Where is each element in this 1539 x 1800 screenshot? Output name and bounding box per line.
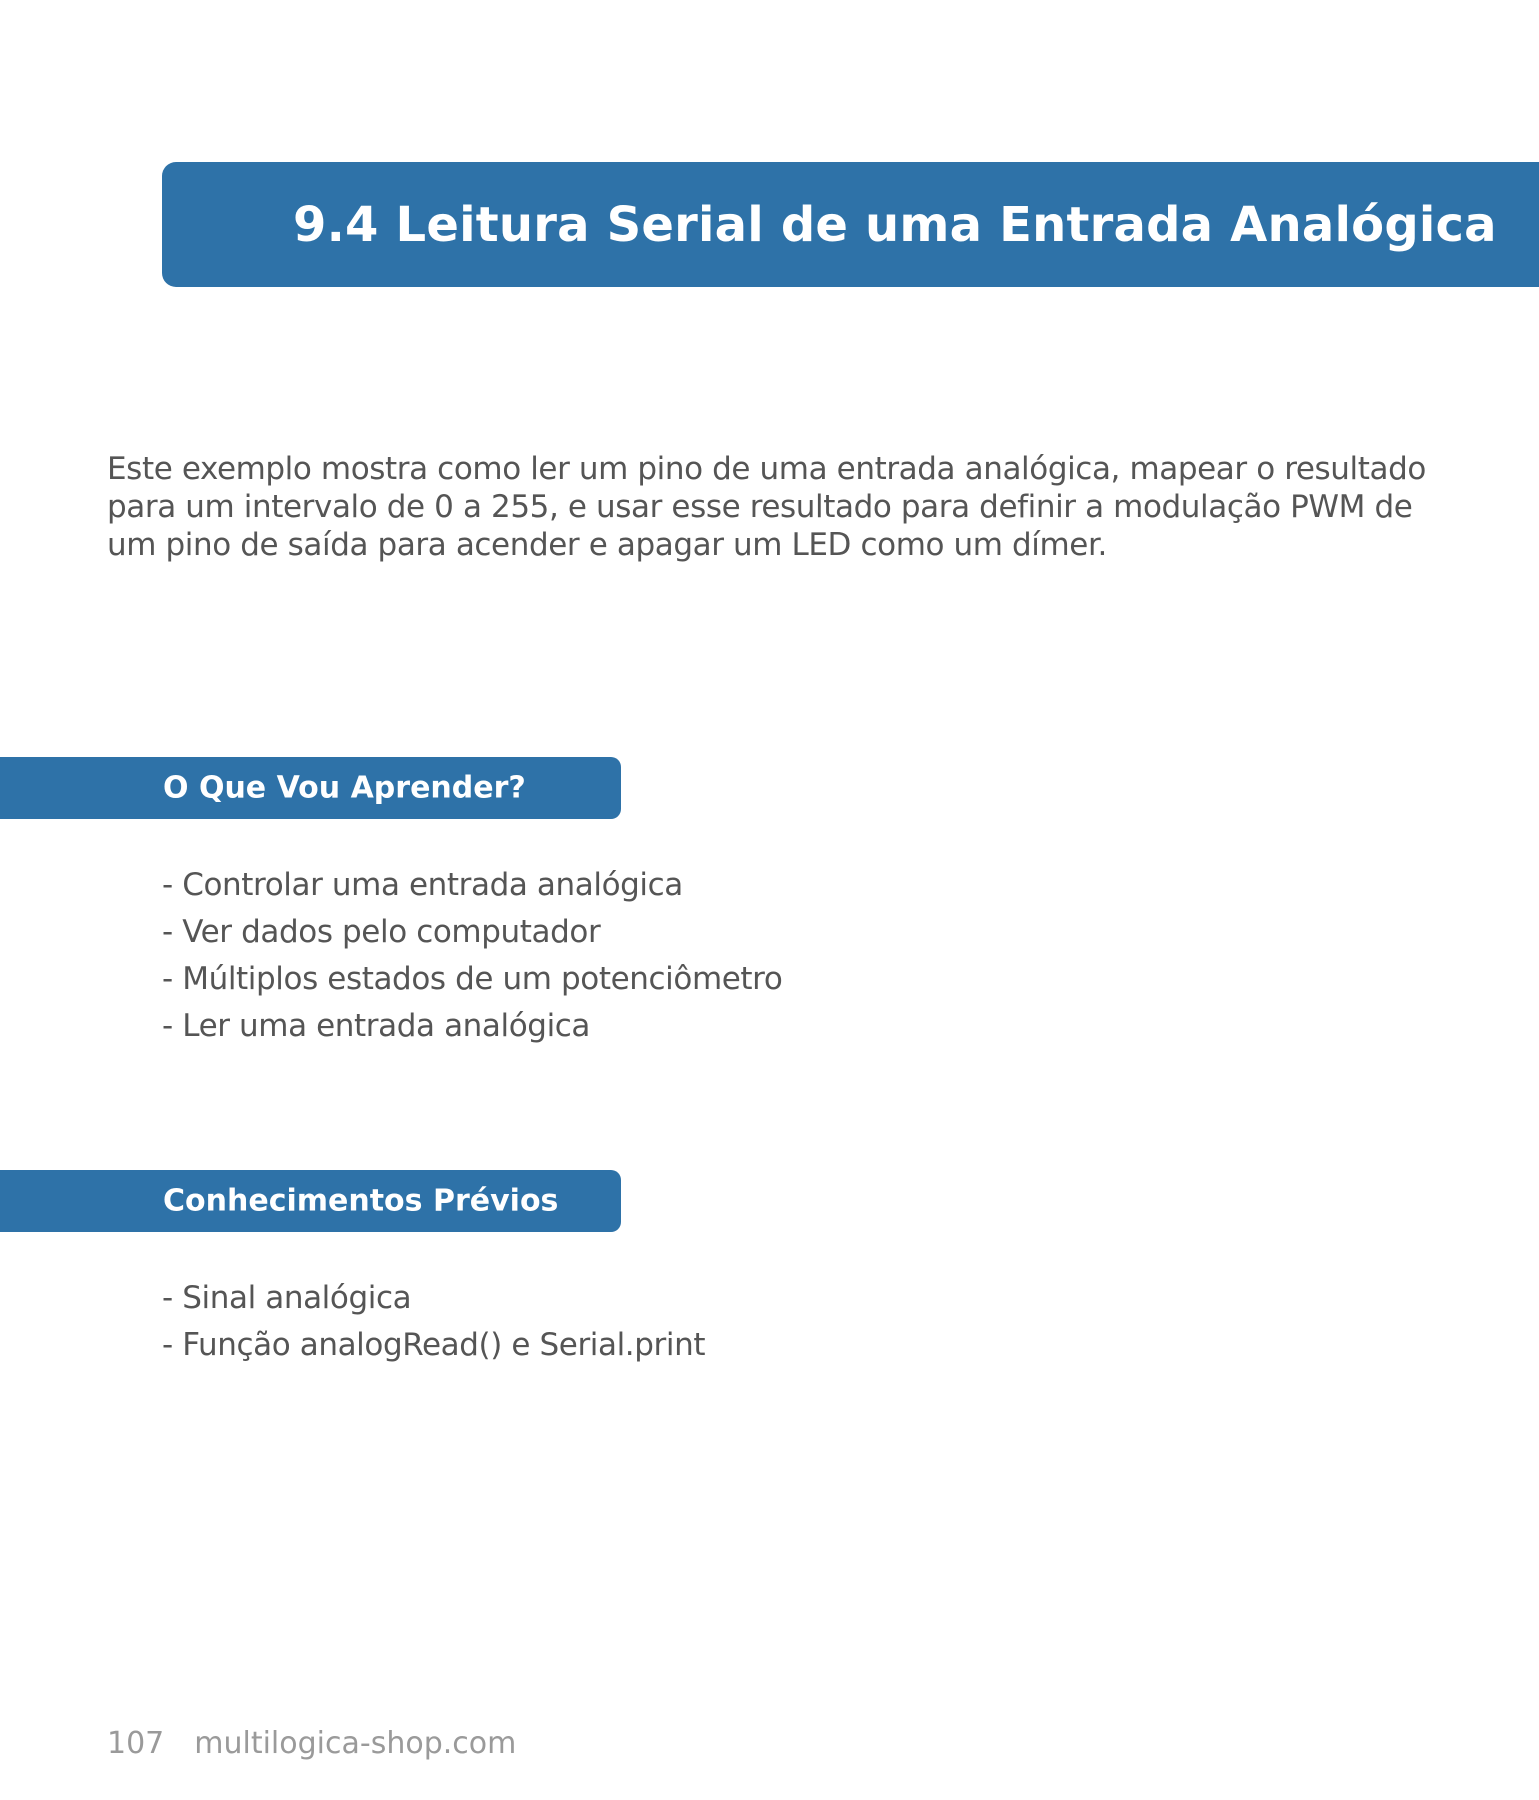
list-item: - Ver dados pelo computador	[162, 914, 601, 950]
footer-website: multilogica-shop.com	[194, 1726, 517, 1761]
learn-section-banner	[0, 757, 621, 819]
learn-section-title: O Que Vou Aprender?	[163, 770, 526, 806]
prereq-section-title: Conhecimentos Prévios	[163, 1183, 559, 1219]
prereq-section-banner	[0, 1170, 621, 1232]
page-footer	[107, 1726, 516, 1761]
chapter-title: 9.4 Leitura Serial de uma Entrada Analógica	[293, 196, 1497, 253]
learn-list	[162, 862, 782, 1050]
intro-paragraph: Este exemplo mostra como ler um pino de uma entrada analógica, mapear o resultado para um intervalo de 0 a 255, e usar esse resultado para definir a modulação PWM de um pino de saída para acender e apagar um LED como um dímer.	[107, 451, 1426, 563]
page-number: 107	[107, 1726, 165, 1761]
list-item: - Função analogRead() e Serial.print	[162, 1327, 706, 1363]
list-item: - Sinal analógica	[162, 1280, 412, 1316]
list-item: - Controlar uma entrada analógica	[162, 867, 683, 903]
prereq-list	[162, 1275, 705, 1369]
list-item: - Ler uma entrada analógica	[162, 1008, 591, 1044]
list-item: - Múltiplos estados de um potenciômetro	[162, 961, 783, 997]
chapter-title-banner	[162, 162, 1539, 287]
